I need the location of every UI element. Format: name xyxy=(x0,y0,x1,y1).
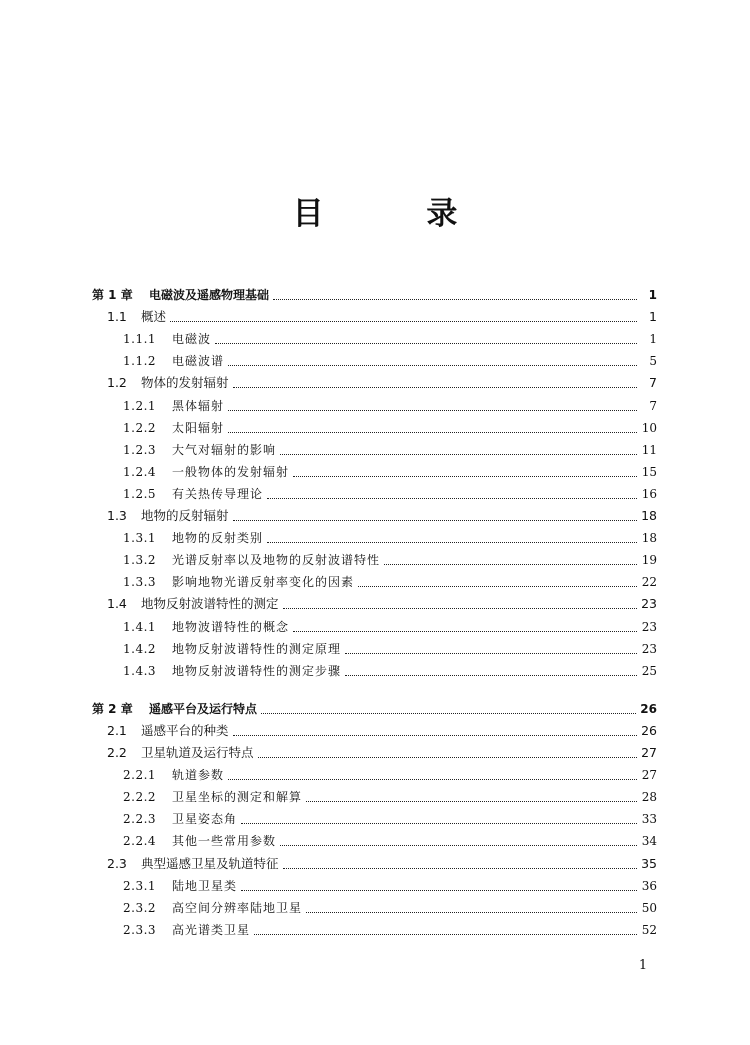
dot-leader xyxy=(293,476,637,477)
toc-section-entry xyxy=(107,743,657,763)
toc-entry-page: 15 xyxy=(641,465,657,479)
toc-entry-title: 高光谱类卫星 xyxy=(172,923,251,937)
toc-entry-page: 23 xyxy=(641,642,657,656)
toc-subsection-entry xyxy=(123,898,657,918)
dot-leader xyxy=(306,801,637,802)
toc-entry-number: 第 2 章 xyxy=(92,702,133,716)
toc-subsection-entry xyxy=(123,661,657,681)
toc-entry-title: 电磁波及遥感物理基础 xyxy=(149,288,270,302)
toc-entry-number: 2.3.1 xyxy=(123,879,157,893)
toc-entry-title: 大气对辐射的影响 xyxy=(172,443,277,457)
toc-entry-page: 16 xyxy=(641,487,657,501)
toc-subsection-entry xyxy=(123,440,657,460)
toc-entry-number: 1.4.1 xyxy=(123,620,157,634)
dot-leader xyxy=(280,454,637,455)
toc-subsection-entry xyxy=(123,787,657,807)
toc-entry-title: 高空间分辨率陆地卫星 xyxy=(172,901,303,915)
toc-entry-page: 11 xyxy=(641,443,657,457)
dot-leader xyxy=(345,675,637,676)
toc-subsection-entry xyxy=(123,462,657,482)
toc-entry-number: 1.1 xyxy=(107,309,127,324)
toc-entry-title: 影响地物光谱反射率变化的因素 xyxy=(172,575,355,589)
toc-subsection-entry xyxy=(123,617,657,637)
toc-entry-number: 1.1.2 xyxy=(123,354,157,368)
dot-leader xyxy=(233,735,637,736)
toc-entry-page: 18 xyxy=(641,531,657,545)
toc-entry-page: 34 xyxy=(641,834,657,848)
toc-chapter-entry xyxy=(92,285,657,305)
toc-entry-title: 遥感平台及运行特点 xyxy=(149,702,258,716)
dot-leader xyxy=(254,934,637,935)
dot-leader xyxy=(283,608,637,609)
toc-subsection-entry xyxy=(123,484,657,504)
toc-subsection-entry xyxy=(123,920,657,940)
toc-entry-page: 7 xyxy=(649,375,657,390)
dot-leader xyxy=(228,779,637,780)
toc-entry-page: 1 xyxy=(649,332,657,346)
dot-leader xyxy=(345,653,637,654)
toc-entry-page: 52 xyxy=(641,923,657,937)
toc-entry-page: 25 xyxy=(641,664,657,678)
toc-entry-page: 7 xyxy=(649,399,657,413)
dot-leader xyxy=(267,498,637,499)
dot-leader xyxy=(384,564,637,565)
toc-entry-page: 1 xyxy=(648,288,657,302)
dot-leader xyxy=(358,586,637,587)
toc-section-entry xyxy=(107,506,657,526)
toc-section-entry xyxy=(107,594,657,614)
toc-entry-title: 卫星轨道及运行特点 xyxy=(141,745,254,760)
toc-entry-number: 1.2.1 xyxy=(123,399,157,413)
toc-entry-page: 23 xyxy=(641,620,657,634)
toc-entry-number: 2.2.4 xyxy=(123,834,157,848)
toc-entry-page: 27 xyxy=(641,745,657,760)
toc-entry-number: 2.3.3 xyxy=(123,923,157,937)
toc-entry-page: 5 xyxy=(649,354,657,368)
toc-entry-number: 1.3.1 xyxy=(123,531,157,545)
toc-entry-number: 1.3 xyxy=(107,508,127,523)
toc-entry-title: 光谱反射率以及地物的反射波谱特性 xyxy=(172,553,381,567)
toc-entry-page: 10 xyxy=(641,421,657,435)
toc-subsection-entry xyxy=(123,550,657,570)
dot-leader xyxy=(241,823,637,824)
toc-entry-number: 1.2.5 xyxy=(123,487,157,501)
toc-section-entry xyxy=(107,307,657,327)
toc-subsection-entry xyxy=(123,528,657,548)
toc-entry-number: 2.1 xyxy=(107,723,127,738)
dot-leader xyxy=(283,868,637,869)
toc-entry-title: 地物的反射辐射 xyxy=(141,508,229,523)
toc-entry-title: 地物波谱特性的概念 xyxy=(172,620,290,634)
toc-entry-title: 一般物体的发射辐射 xyxy=(172,465,290,479)
toc-subsection-entry xyxy=(123,765,657,785)
toc-subsection-entry xyxy=(123,396,657,416)
toc-entry-title: 卫星姿态角 xyxy=(172,812,238,826)
dot-leader xyxy=(293,631,637,632)
dot-leader xyxy=(228,410,637,411)
toc-entry-page: 35 xyxy=(641,856,657,871)
toc-entry-number: 1.2.3 xyxy=(123,443,157,457)
toc-subsection-entry xyxy=(123,572,657,592)
dot-leader xyxy=(267,542,637,543)
toc-entry-page: 50 xyxy=(641,901,657,915)
dot-leader xyxy=(215,343,637,344)
toc-entry-number: 1.1.1 xyxy=(123,332,157,346)
toc-entry-number: 1.4.2 xyxy=(123,642,157,656)
toc-entry-title: 地物反射波谱特性的测定原理 xyxy=(172,642,342,656)
toc-entry-number: 2.2.2 xyxy=(123,790,157,804)
toc-entry-title: 典型遥感卫星及轨道特征 xyxy=(141,856,279,871)
toc-entry-title: 轨道参数 xyxy=(172,768,225,782)
dot-leader xyxy=(273,299,637,300)
toc-subsection-entry xyxy=(123,351,657,371)
toc-entry-number: 1.3.2 xyxy=(123,553,157,567)
toc-entry-title: 地物反射波谱特性的测定 xyxy=(141,596,279,611)
toc-entry-title: 遥感平台的种类 xyxy=(141,723,229,738)
page-number: 1 xyxy=(638,958,648,973)
toc-entry-number: 1.2.4 xyxy=(123,465,157,479)
toc-entry-page: 18 xyxy=(641,508,657,523)
toc-entry-page: 22 xyxy=(641,575,657,589)
dot-leader xyxy=(258,757,637,758)
toc-entry-number: 2.3.2 xyxy=(123,901,157,915)
toc-subsection-entry xyxy=(123,831,657,851)
dot-leader xyxy=(241,890,637,891)
toc-chapter-entry xyxy=(92,699,657,719)
toc-subsection-entry xyxy=(123,639,657,659)
toc-entry-number: 1.3.3 xyxy=(123,575,157,589)
toc-entry-page: 26 xyxy=(641,723,657,738)
toc-entry-title: 地物的反射类别 xyxy=(172,531,264,545)
toc-entry-title: 太阳辐射 xyxy=(172,421,225,435)
toc-entry-number: 1.4.3 xyxy=(123,664,157,678)
dot-leader xyxy=(306,912,637,913)
dot-leader xyxy=(170,321,637,322)
toc-section-entry xyxy=(107,721,657,741)
toc-entry-title: 电磁波谱 xyxy=(172,354,225,368)
toc-entry-page: 26 xyxy=(640,702,657,716)
toc-entry-number: 1.2.2 xyxy=(123,421,157,435)
dot-leader xyxy=(233,520,637,521)
toc-entry-number: 第 1 章 xyxy=(92,288,133,302)
toc-entry-page: 36 xyxy=(641,879,657,893)
toc-entry-number: 2.2.3 xyxy=(123,812,157,826)
toc-entry-page: 23 xyxy=(641,596,657,611)
dot-leader xyxy=(228,432,637,433)
toc-entry-title: 有关热传导理论 xyxy=(172,487,264,501)
toc-entry-number: 1.4 xyxy=(107,596,127,611)
toc-subsection-entry xyxy=(123,809,657,829)
toc-entry-page: 19 xyxy=(641,553,657,567)
toc-section-entry xyxy=(107,373,657,393)
toc-section-entry xyxy=(107,854,657,874)
toc-entry-title: 地物反射波谱特性的测定步骤 xyxy=(172,664,342,678)
toc-subsection-entry xyxy=(123,329,657,349)
dot-leader xyxy=(261,713,636,714)
toc-entry-title: 概述 xyxy=(141,309,167,324)
toc-subsection-entry xyxy=(123,876,657,896)
toc-entry-title: 电磁波 xyxy=(172,332,212,346)
dot-leader xyxy=(233,387,637,388)
toc-entry-number: 2.2 xyxy=(107,745,127,760)
toc-entry-page: 27 xyxy=(641,768,657,782)
dot-leader xyxy=(228,365,637,366)
dot-leader xyxy=(280,845,637,846)
toc-entry-title: 其他一些常用参数 xyxy=(172,834,277,848)
toc-entry-page: 33 xyxy=(641,812,657,826)
toc-entry-number: 1.2 xyxy=(107,375,127,390)
toc-entry-title: 卫星坐标的测定和解算 xyxy=(172,790,303,804)
toc-entry-title: 物体的发射辐射 xyxy=(141,375,229,390)
toc-entry-title: 黑体辐射 xyxy=(172,399,225,413)
page-title: 目 录 xyxy=(292,196,504,232)
toc-subsection-entry xyxy=(123,418,657,438)
toc-entry-title: 陆地卫星类 xyxy=(172,879,238,893)
toc-entry-number: 2.2.1 xyxy=(123,768,157,782)
toc-entry-page: 28 xyxy=(641,790,657,804)
toc-entry-page: 1 xyxy=(649,309,657,324)
toc-entry-number: 2.3 xyxy=(107,856,127,871)
